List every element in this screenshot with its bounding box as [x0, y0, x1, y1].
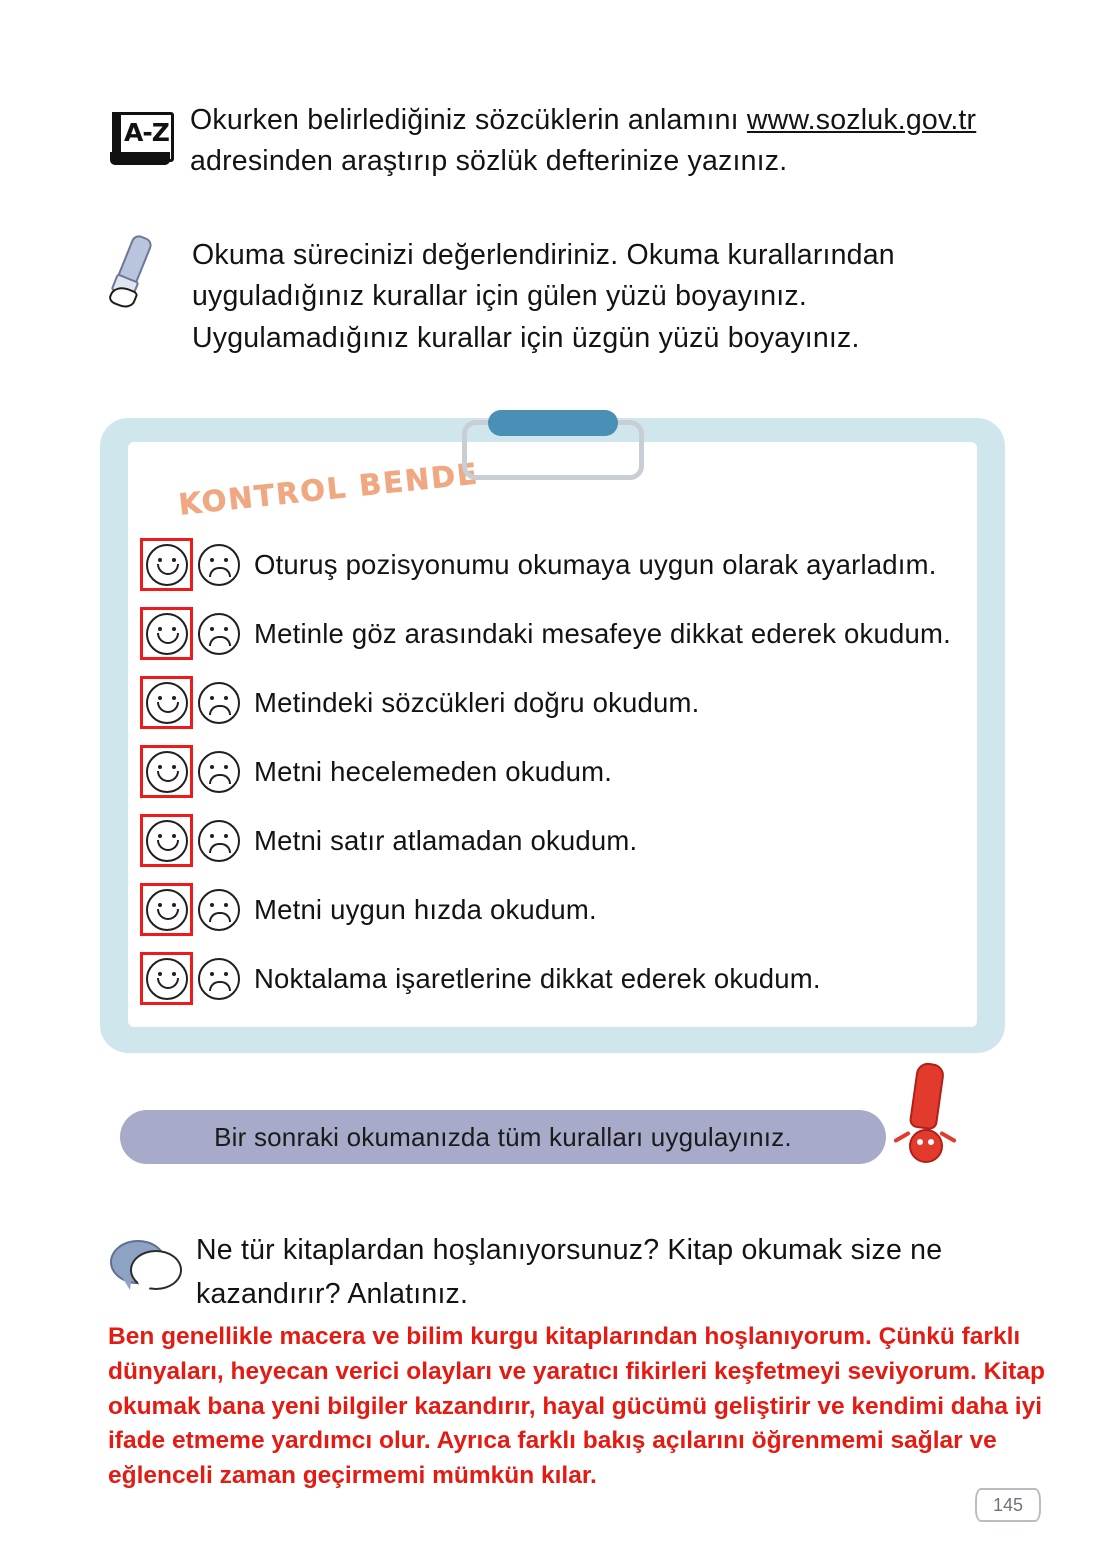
sad-face-option[interactable] [198, 682, 240, 724]
task-question [110, 1228, 1010, 1316]
az-dictionary-book-icon [110, 106, 172, 168]
reminder-banner-text: Bir sonraki okumanızda tüm kuralları uygulayınız. [214, 1121, 792, 1152]
happy-face-icon [146, 889, 188, 931]
happy-face-icon [146, 820, 188, 862]
happy-face-icon [146, 682, 188, 724]
task-evaluation-text: Okuma sürecinizi değerlendiriniz. Okuma kurallarından uyguladığınız kurallar için gülen yüzü boyayınız. Uygulamadığınız kurallar için üzgün yüzü boyayınız. [192, 239, 895, 354]
sad-face-icon [198, 889, 240, 931]
checklist-row [140, 875, 967, 944]
sad-face-icon [198, 682, 240, 724]
happy-face-option[interactable] [140, 814, 193, 867]
task-dictionary-text [190, 100, 1010, 183]
sad-face-option[interactable] [198, 751, 240, 793]
sad-face-icon [198, 958, 240, 1000]
checklist-item-label: Metni uygun hızda okudum. [254, 893, 597, 925]
dictionary-text-part1: Okurken belirlediğiniz sözcüklerin anlamını [190, 104, 747, 136]
task-question-text: Ne tür kitaplardan hoşlanıyorsunuz? Kitap okumak size ne kazandırır? Anlatınız. [196, 1234, 943, 1311]
sad-face-icon [198, 820, 240, 862]
happy-face-option[interactable] [140, 607, 193, 660]
checklist-row [140, 944, 967, 1013]
checklist-item-label: Metni satır atlamadan okudum. [254, 824, 638, 856]
page-number: 145 [975, 1488, 1041, 1522]
checklist-row [140, 737, 967, 806]
checklist-item-label: Metinle göz arasındaki mesafeye dikkat ederek okudum. [254, 617, 951, 649]
sad-face-option[interactable] [198, 820, 240, 862]
checklist-items [140, 530, 967, 1013]
happy-face-option[interactable] [140, 883, 193, 936]
sad-face-icon [198, 751, 240, 793]
task-dictionary [110, 100, 1010, 183]
clipboard-clip [488, 410, 618, 436]
checklist-item-label: Metindeki sözcükleri doğru okudum. [254, 686, 700, 718]
checklist-row [140, 599, 967, 668]
checklist-row [140, 668, 967, 737]
checklist-title: KONTROL BENDE [177, 456, 481, 522]
speech-bubble-icon [110, 1234, 182, 1302]
happy-face-icon [146, 958, 188, 1000]
checklist-row [140, 530, 967, 599]
happy-face-icon [146, 613, 188, 655]
happy-face-icon [146, 544, 188, 586]
clipboard-paper [128, 442, 977, 1027]
happy-face-option[interactable] [140, 952, 193, 1005]
checklist-row [140, 806, 967, 875]
checklist-clipboard [100, 418, 1005, 1053]
reminder-banner [120, 1110, 886, 1164]
happy-face-option[interactable] [140, 538, 193, 591]
happy-face-option[interactable] [140, 745, 193, 798]
sad-face-option[interactable] [198, 613, 240, 655]
checklist-item-label: Metni hecelemeden okudum. [254, 755, 613, 787]
student-answer[interactable]: Ben genellikle macera ve bilim kurgu kitaplarından hoşlanıyorum. Çünkü farklı dünyaları, heyecan verici olayları ve yaratıcı fikirleri keşfetmeyi seviyorum. Kitap okumak bana yeni bilgiler kazandırır, hayal gücümü geliştirir ve kendimi daha iyi ifade etmeme yardımcı olur. Ayrıca farklı bakış açılarını öğrenmemi sağlar ve eğlenceli zaman geçirmemi mümkün kılar. [108, 1323, 1045, 1490]
dictionary-text-part2: adresinden araştırıp sözlük defterinize yazınız. [190, 145, 788, 178]
book-label: A-Z [124, 118, 169, 147]
task-evaluation [110, 235, 1030, 359]
paint-brush-icon [110, 235, 180, 315]
sozluk-link[interactable]: www.sozluk.gov.tr [746, 104, 977, 136]
checklist-item-label: Oturuş pozisyonumu okumaya uygun olarak ayarladım. [254, 548, 937, 580]
sad-face-icon [198, 544, 240, 586]
sad-face-icon [198, 613, 240, 655]
sad-face-option[interactable] [198, 544, 240, 586]
sad-face-option[interactable] [198, 958, 240, 1000]
happy-face-option[interactable] [140, 676, 193, 729]
exclamation-mark-character-icon [895, 1063, 955, 1168]
happy-face-icon [146, 751, 188, 793]
sad-face-option[interactable] [198, 889, 240, 931]
checklist-item-label: Noktalama işaretlerine dikkat ederek okudum. [254, 962, 821, 994]
